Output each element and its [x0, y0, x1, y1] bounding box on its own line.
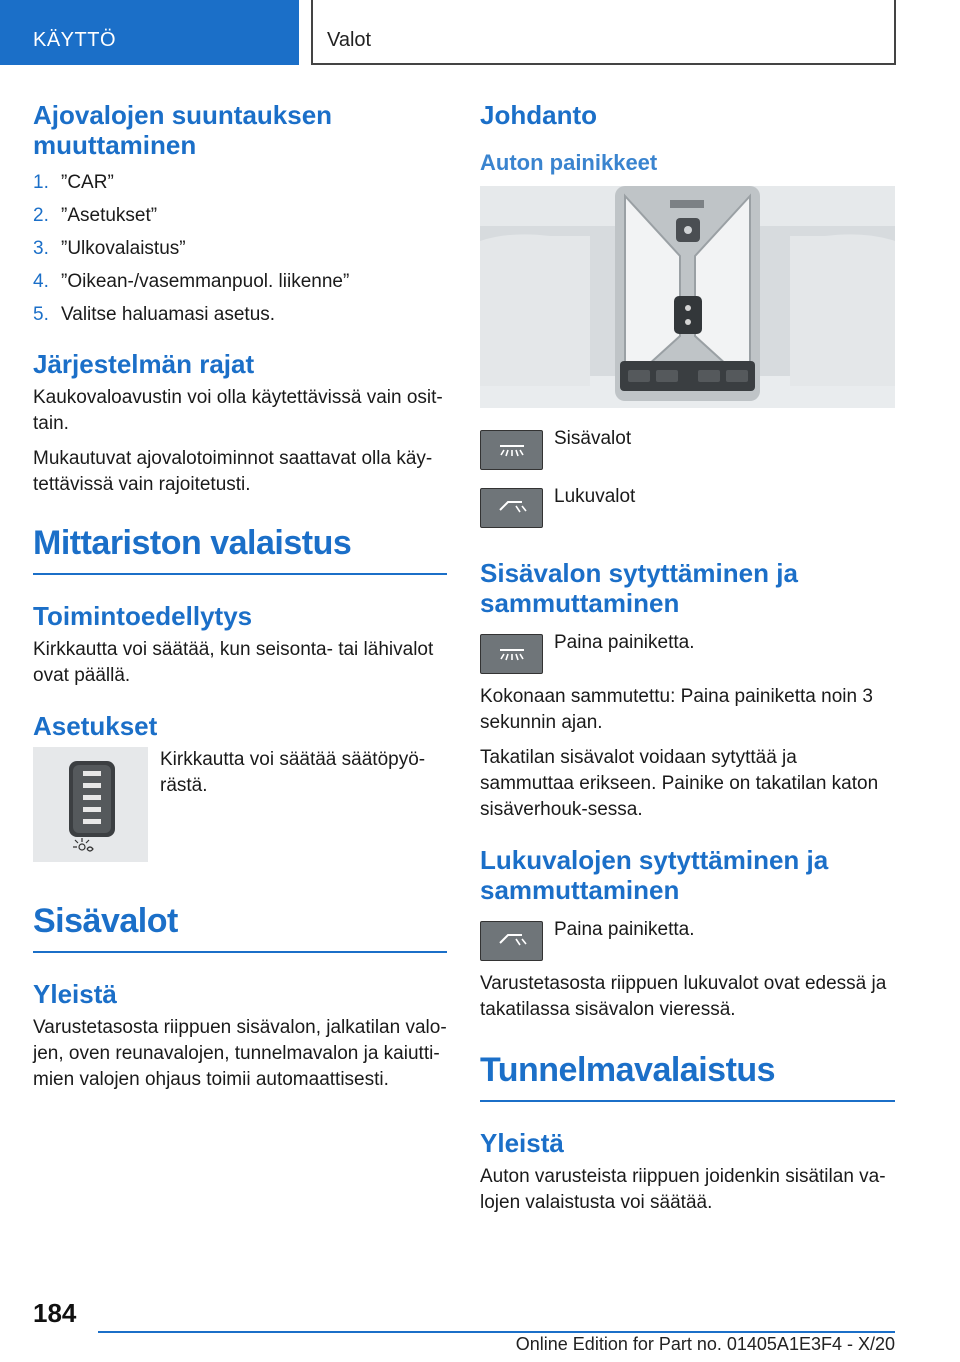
heading-general: Yleistä [480, 1128, 564, 1158]
dial-figure [33, 747, 447, 862]
paragraph: Auton varusteista riippuen joidenkin sisätilan va-lojen valaistusta voi säätää. [480, 1166, 886, 1213]
interior-press-row [480, 630, 895, 674]
label-interior: Sisävalot [554, 428, 632, 449]
paragraph: Varustetasosta riippuen sisävalon, jalkatilan valo-jen, oven reunavalojen, tunnelmavalon ja kaiutti-mien valojen ohjaus toimii automaattisesti. [33, 1017, 447, 1090]
reading-press-row [480, 917, 895, 961]
paragraph: Kirkkautta voi säätää, kun seisonta- tai lähivalot ovat päällä. [33, 639, 434, 686]
overhead-console-image [480, 186, 895, 408]
interior-light-legend [480, 426, 895, 470]
interior-light-button-icon [480, 430, 543, 470]
chapter-tab [311, 0, 896, 65]
label-reading: Lukuvalot [554, 486, 636, 507]
heading-instrument-lighting: Mittariston valaistus [33, 524, 447, 575]
heading-settings: Asetukset [33, 711, 158, 741]
paragraph: Paina painiketta. [554, 919, 695, 940]
list-item: 2. ”Asetukset” [33, 205, 158, 226]
interior-light-button-icon [480, 634, 543, 674]
list-item: 1. ”CAR” [33, 172, 114, 193]
left-column [33, 100, 447, 1102]
paragraph: Mukautuvat ajovalotoiminnot saattavat olla käy-tettävissä vain rajoitetusti. [33, 448, 433, 495]
chapter-label: Valot [327, 29, 372, 51]
list-item: 5. Valitse haluamasi asetus. [33, 304, 276, 325]
paragraph: Kokonaan sammutettu: Paina painiketta noin 3 sekunnin ajan. [480, 686, 873, 733]
heading-intro: Johdanto [480, 100, 597, 130]
heading-prerequisite: Toimintoedellytys [33, 601, 253, 631]
paragraph: Kirkkautta voi säätää säätöpyö-rästä. [160, 749, 426, 796]
reading-light-button-icon [480, 921, 543, 961]
heading-direction: Ajovalojen suuntauksen muuttaminen [33, 100, 333, 160]
heading-reading-onoff: Lukuvalojen sytyttäminen ja sammuttaminen [480, 845, 829, 905]
heading-interior-onoff: Sisävalon sytyttäminen ja sammuttaminen [480, 558, 798, 618]
paragraph: Takatilan sisävalot voidaan sytyttää ja sammuttaa erikseen. Painike on takatilan katon sisäverhouk-sessa. [480, 747, 879, 820]
paragraph: Varustetasosta riippuen lukuvalot ovat edessä ja takatilassa sisävalon vieressä. [480, 973, 887, 1020]
list-item: 4. ”Oikean-/vasemmanpuol. liikenne” [33, 271, 350, 292]
dimmer-wheel-image [33, 747, 148, 862]
paragraph: Kaukovaloavustin voi olla käytettävissä vain osit-tain. [33, 387, 443, 434]
section-label: KÄYTTÖ [33, 29, 117, 51]
heading-interior-lights: Sisävalot [33, 902, 447, 953]
reading-light-legend [480, 484, 895, 528]
heading-ambient-lighting: Tunnelmavalaistus [480, 1051, 895, 1102]
heading-vehicle-buttons: Auton painikkeet [480, 150, 658, 175]
edition-text: Online Edition for Part no. 01405A1E3F4 - X/20 [515, 1334, 895, 1354]
paragraph: Paina painiketta. [554, 632, 695, 653]
page-number: 184 [33, 1298, 77, 1328]
heading-limits: Järjestelmän rajat [33, 349, 255, 379]
footer-divider [98, 1331, 895, 1333]
heading-general: Yleistä [33, 979, 117, 1009]
reading-light-button-icon [480, 488, 543, 528]
list-item: 3. ”Ulkovalaistus” [33, 238, 186, 259]
right-column [480, 100, 895, 1225]
steps-list [33, 166, 447, 331]
section-tab [0, 0, 299, 65]
